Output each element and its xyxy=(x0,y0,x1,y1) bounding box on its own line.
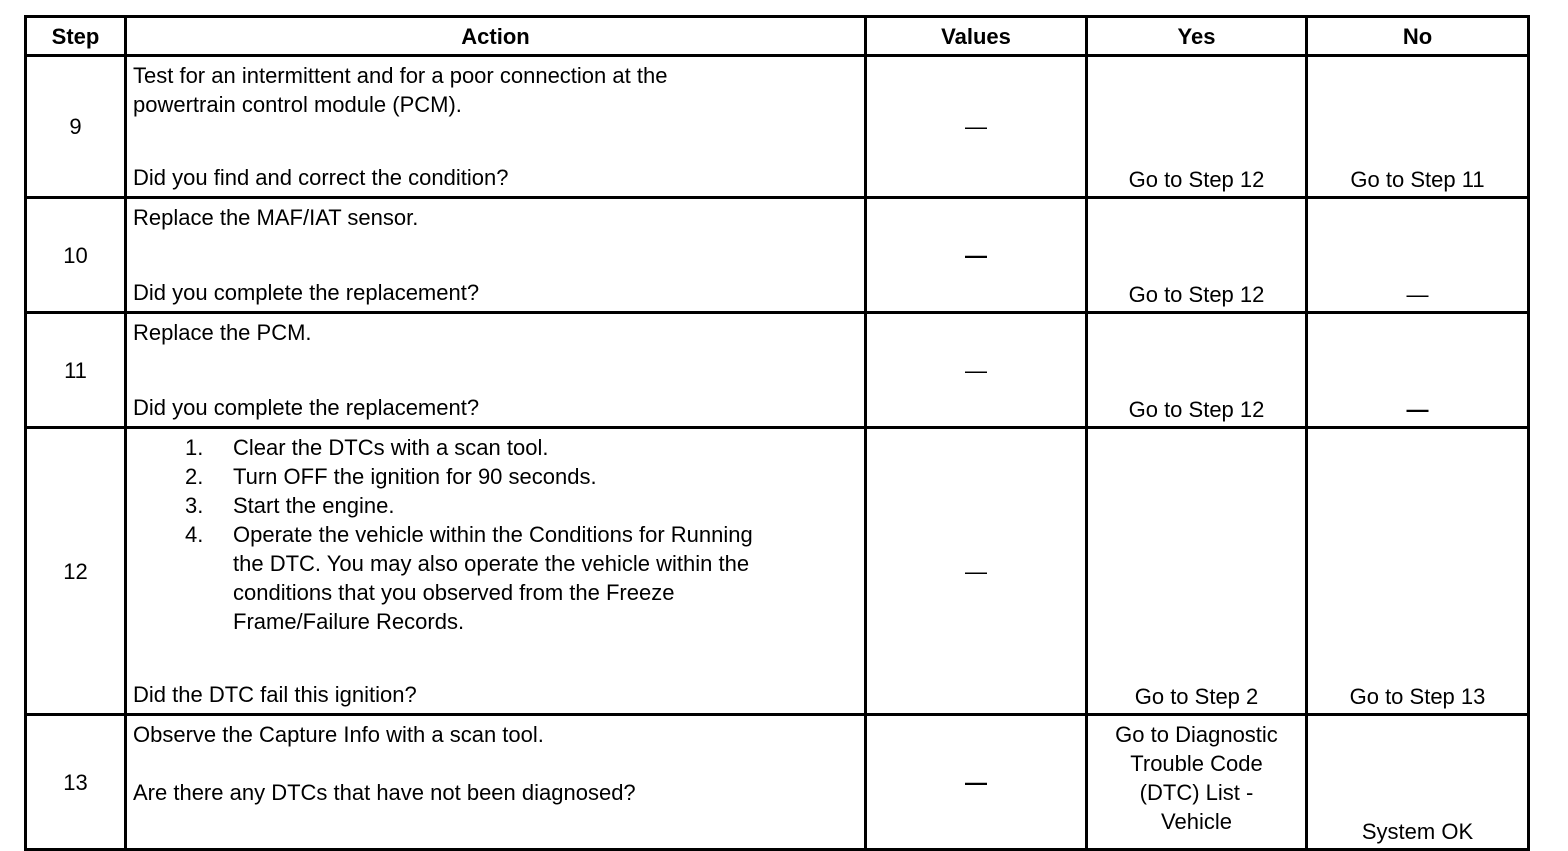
list-item xyxy=(185,433,858,462)
table-row xyxy=(26,428,1529,715)
action-cell xyxy=(126,56,866,198)
action-question: Did you find and correct the condition? xyxy=(133,165,509,190)
step-number: 9 xyxy=(26,56,126,198)
table-row xyxy=(26,715,1529,850)
table-row xyxy=(26,313,1529,428)
yes-text: (DTC) List - xyxy=(1139,780,1254,805)
values-cell: — xyxy=(866,56,1087,198)
list-text: Operate the vehicle within the Conditions for Running xyxy=(233,522,753,547)
list-text: the DTC. You may also operate the vehicle within the xyxy=(233,551,750,576)
values-cell: — xyxy=(866,198,1087,313)
action-text: Replace the MAF/IAT sensor. xyxy=(133,205,419,230)
step-number: 10 xyxy=(26,198,126,313)
values-cell: — xyxy=(866,313,1087,428)
action-cell xyxy=(126,715,866,850)
list-number: 2. xyxy=(185,464,204,489)
diagnostic-table xyxy=(24,15,1530,851)
list-number: 4. xyxy=(185,522,204,547)
action-question: Did the DTC fail this ignition? xyxy=(133,682,417,707)
action-cell xyxy=(126,198,866,313)
list-number: 1. xyxy=(185,435,204,460)
procedure-list xyxy=(133,433,858,636)
table-row xyxy=(26,56,1529,198)
values-cell: — xyxy=(866,428,1087,715)
yes-link[interactable]: Go to Step 12 xyxy=(1087,198,1307,313)
values-cell: — xyxy=(866,715,1087,850)
header-values: Values xyxy=(866,17,1087,56)
yes-link[interactable] xyxy=(1087,715,1307,850)
yes-text: Trouble Code xyxy=(1130,751,1263,776)
list-text: Frame/Failure Records. xyxy=(233,609,465,634)
header-step: Step xyxy=(26,17,126,56)
list-item xyxy=(185,462,858,491)
action-text: Replace the PCM. xyxy=(133,320,312,345)
action-cell xyxy=(126,313,866,428)
action-text: powertrain control module (PCM). xyxy=(133,92,462,117)
step-number: 11 xyxy=(26,313,126,428)
no-link[interactable]: Go to Step 13 xyxy=(1307,428,1529,715)
yes-link[interactable]: Go to Step 12 xyxy=(1087,56,1307,198)
no-value: — xyxy=(1307,313,1529,428)
list-text: Start the engine. xyxy=(233,493,395,518)
header-no: No xyxy=(1307,17,1529,56)
action-text: Observe the Capture Info with a scan tool. xyxy=(133,722,544,747)
yes-link[interactable]: Go to Step 2 xyxy=(1087,428,1307,715)
header-row xyxy=(26,17,1529,56)
yes-text: Go to Diagnostic xyxy=(1115,722,1278,747)
no-link[interactable]: System OK xyxy=(1307,715,1529,850)
table-row xyxy=(26,198,1529,313)
action-text: Test for an intermittent and for a poor connection at the xyxy=(133,63,668,88)
step-number: 13 xyxy=(26,715,126,850)
list-item xyxy=(185,491,858,520)
action-question: Are there any DTCs that have not been diagnosed? xyxy=(133,780,636,805)
action-cell xyxy=(126,428,866,715)
list-number: 3. xyxy=(185,493,204,518)
list-text: conditions that you observed from the Freeze xyxy=(233,580,675,605)
action-question: Did you complete the replacement? xyxy=(133,280,480,305)
list-item xyxy=(185,520,858,636)
no-value: — xyxy=(1307,198,1529,313)
yes-link[interactable]: Go to Step 12 xyxy=(1087,313,1307,428)
list-text: Turn OFF the ignition for 90 seconds. xyxy=(233,464,597,489)
no-link[interactable]: Go to Step 11 xyxy=(1307,56,1529,198)
action-question: Did you complete the replacement? xyxy=(133,395,480,420)
header-action: Action xyxy=(126,17,866,56)
list-text: Clear the DTCs with a scan tool. xyxy=(233,435,549,460)
yes-text: Vehicle xyxy=(1161,809,1232,834)
spacer xyxy=(133,749,858,778)
step-number: 12 xyxy=(26,428,126,715)
header-yes: Yes xyxy=(1087,17,1307,56)
